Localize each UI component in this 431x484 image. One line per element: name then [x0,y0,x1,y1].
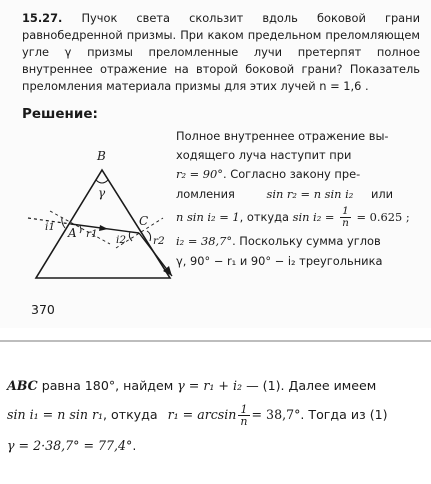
fraction-one-over-n-2: $\frac{1}{n}$ [240,403,248,428]
solution-line-3: r₂ = 90°. Согласно закону пре- [176,167,361,181]
solution-heading: Решение: [22,106,98,122]
label-i1: i1 [45,221,56,233]
continuation-line-2: sin i₁ = n sin r₁, откуда r₁ = arcsin $\frac{1}{n}$ = 38,7°. Тогда из (1) [7,403,388,428]
prism-figure [8,145,183,305]
label-r2: r2 [153,235,165,247]
arc-r1 [80,226,81,233]
problem-number: 15.27. [22,11,63,25]
continuation-line-3: γ = 2·38,7° = 77,4°. [7,438,137,453]
problem-statement [22,10,420,95]
label-r1: r1 [86,228,98,240]
fraction-one-over-n: $\frac{1}{n}$ [342,205,349,229]
continuation-line-1: ABC равна 180°, найдем γ = r₁ + i₂ — (1). Далее имеем [7,378,377,393]
solution-line-5: n sin i₂ = 1, откуда sin i₂ = $\frac{1}{n}$ = 0.625 ; [176,205,410,229]
label-C: C [139,214,149,228]
label-B: B [97,149,106,163]
solution-line-4: ломления sin r₂ = n sin i₂ или [176,187,394,201]
label-gamma: γ [98,186,106,200]
arc-i2 [129,232,132,241]
solution-line-1: Полное внутреннее отражение вы- [176,129,389,143]
solution-line-2: ходящего луча наступит при [176,148,352,162]
section-divider [0,340,431,342]
solution-line-6: i₂ = 38,7°. Поскольку сумма углов [176,234,381,248]
solution-line-7: γ, 90° − r₁ и 90° − i₂ треугольника [176,254,383,268]
arc-gamma [96,180,108,183]
label-i2: i2 [116,234,127,246]
arc-r2 [147,231,151,241]
label-A: A [68,226,77,240]
page-number: 370 [31,302,55,317]
arrow-head-inner [99,225,108,231]
problem-text: Пучок света скользит вдоль боковой грани равнобедренной призмы. При каком предельном преломляющем угле γ призмы преломленные лучи претерпят полное внутреннее отражение на второй боковой грани? Показатель преломления материала призмы для этих лучей n = 1,6 . [22,11,421,93]
